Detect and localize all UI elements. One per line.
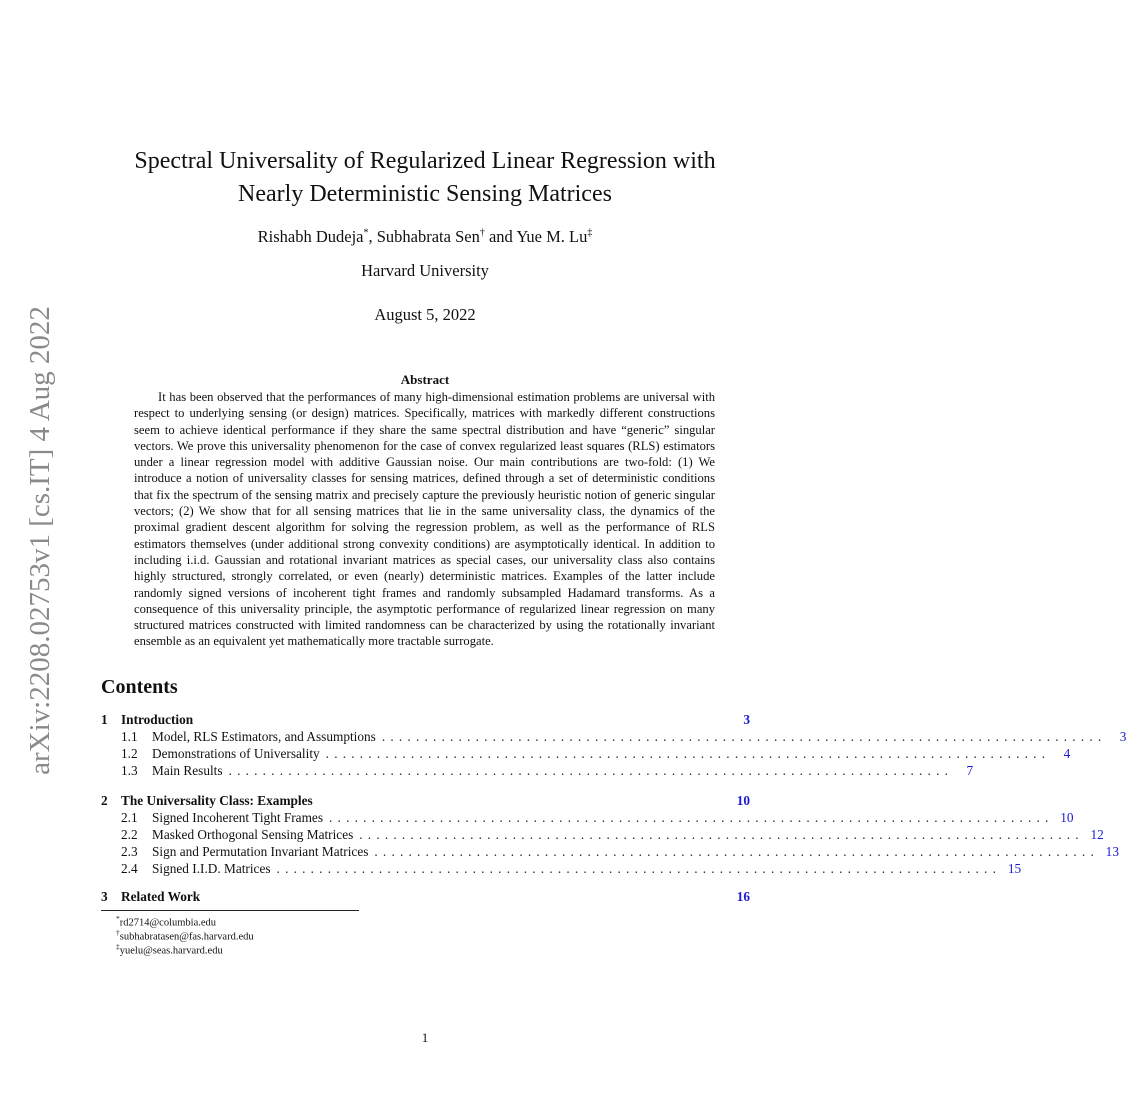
toc-leader-dots: ..................................................................................... [374, 844, 1099, 859]
author-name: Yue M. Lu [516, 227, 588, 246]
title-line-2: Nearly Deterministic Sensing Matrices [238, 181, 612, 207]
toc-title: Introduction [121, 712, 194, 727]
toc-title: Signed Incoherent Tight Frames [152, 810, 324, 825]
affiliation: Harvard University [361, 261, 489, 280]
toc-entry[interactable] [101, 861, 1022, 878]
toc-number: 1.2 [121, 746, 138, 761]
toc-page-link[interactable]: 12 [1090, 827, 1104, 842]
toc-entry[interactable] [101, 793, 750, 810]
author-name: Rishabh Dudeja [257, 227, 364, 246]
footnote [116, 914, 216, 929]
toc-page-link[interactable]: 3 [743, 712, 750, 727]
toc-page-link[interactable]: 15 [1007, 861, 1022, 876]
toc-number: 3 [101, 889, 108, 904]
toc-entry[interactable] [101, 746, 1071, 763]
toc-page-link[interactable]: 16 [736, 889, 750, 904]
toc-number: 2 [101, 793, 108, 808]
toc-title: Masked Orthogonal Sensing Matrices [152, 827, 354, 842]
author-name: Subhabrata Sen [376, 227, 480, 246]
author-footnote-mark[interactable]: * [363, 227, 369, 239]
toc-leader-dots: ..................................................................................... [325, 746, 1051, 761]
toc-page-link[interactable]: 10 [736, 793, 750, 808]
toc-entry[interactable] [101, 712, 750, 729]
toc-leader-dots: ..................................................................................... [359, 827, 1084, 842]
toc-page-link[interactable]: 7 [966, 763, 974, 778]
toc-leader-dots: ..................................................................................... [329, 810, 1054, 825]
toc-page-link[interactable]: 10 [1060, 810, 1074, 825]
paper-title [100, 145, 750, 211]
toc-number: 1 [101, 712, 108, 727]
toc-entry[interactable] [101, 889, 750, 906]
abstract-body: It has been observed that the performances of many high-dimensional estimation problems are universal with respect to underlying sensing (or design) matrices. Specifically, matrices with markedly different constructions seem to achieve identical performance if they share the same spectral distribution and have “generic” singular vectors. We prove this universality phenomenon for the case of convex regularized least squares (RLS) estimators under a linear regression model with additive Gaussian noise. Our main contributions are two-fold: (1) We introduce a notion of universality classes for sensing matrices, defined through a set of deterministic conditions that fix the spectrum of the sensing matrix and precisely capture the previously heuristic notion of generic singular vectors; (2) We show that for all sensing matrices that lie in the same universality class, the dynamics of the proximal gradient descent algorithm for solving the regression problem, as well as the performance of RLS estimators themselves (under additional strong convexity conditions) are asymptotically identical. In addition to including i.i.d. Gaussian and rotational invariant matrices as special cases, our universality class also contains highly structured, strongly correlated, or even (nearly) deterministic matrices. Examples of the latter include randomly signed versions of incoherent tight frames and randomly subsampled Hadamard transforms. As a consequence of this universality principle, the asymptotic performance of regularized linear regression on many structured matrices constructed with limited randomness can be characterized by using the rotationally invariant ensemble as an equivalent yet mathematically more tractable surrogate. [134, 390, 715, 649]
page-number: 1 [421, 1030, 429, 1045]
footnote-email: rd2714@columbia.edu [119, 917, 217, 929]
footnote-rule [101, 910, 359, 911]
author-list: Rishabh Dudeja*, Subhabrata Sen† and Yue M. Lu‡ [257, 227, 593, 246]
toc-title: Signed I.I.D. Matrices [152, 861, 271, 876]
toc-title: The Universality Class: Examples [121, 793, 313, 808]
toc-number: 1.1 [121, 729, 138, 744]
toc-leader-dots: ..................................................................................... [276, 861, 1002, 876]
toc-title: Related Work [121, 889, 201, 904]
author-footnote-mark[interactable]: ‡ [587, 227, 593, 239]
footnote [116, 942, 223, 957]
toc-number: 1.3 [121, 763, 138, 778]
toc-entry[interactable] [101, 763, 974, 780]
toc-title: Main Results [152, 763, 223, 778]
toc-entry[interactable] [101, 844, 1119, 861]
toc-page-link[interactable]: 4 [1063, 746, 1071, 761]
toc-number: 2.2 [121, 827, 138, 842]
footnote-mark: ‡ [116, 942, 120, 951]
toc-leader-dots: ..................................................................................... [381, 729, 1107, 744]
toc-number: 2.3 [121, 844, 138, 859]
abstract-heading: Abstract [400, 372, 450, 387]
title-line-1: Spectral Universality of Regularized Linear Regression with [134, 148, 716, 174]
toc-number: 2.4 [121, 861, 138, 876]
toc-entry[interactable] [101, 827, 1104, 844]
toc-page-link[interactable]: 13 [1105, 844, 1119, 859]
toc-entry[interactable] [101, 810, 1074, 827]
toc-leader-dots: ..................................................................................... [228, 763, 954, 778]
footnote-mark: * [116, 914, 120, 923]
footnote-email: subhabratasen@fas.harvard.edu [119, 931, 254, 943]
contents-heading: Contents [101, 676, 178, 698]
arxiv-sidebar-stamp [12, 300, 68, 780]
arxiv-id: arXiv:2208.02753v1 [cs.IT] 4 Aug 2022 [23, 305, 56, 775]
toc-entry[interactable] [101, 729, 1126, 746]
footnote-mark: † [116, 928, 120, 937]
author-footnote-mark[interactable]: † [479, 227, 485, 239]
toc-number: 2.1 [121, 810, 138, 825]
publication-date: August 5, 2022 [374, 305, 476, 324]
footnote [116, 928, 254, 943]
toc-title: Model, RLS Estimators, and Assumptions [152, 729, 376, 744]
toc-title: Demonstrations of Universality [152, 746, 320, 761]
toc-title: Sign and Permutation Invariant Matrices [152, 844, 369, 859]
footnote-email: yuelu@seas.harvard.edu [119, 945, 223, 957]
toc-page-link[interactable]: 3 [1119, 729, 1126, 744]
